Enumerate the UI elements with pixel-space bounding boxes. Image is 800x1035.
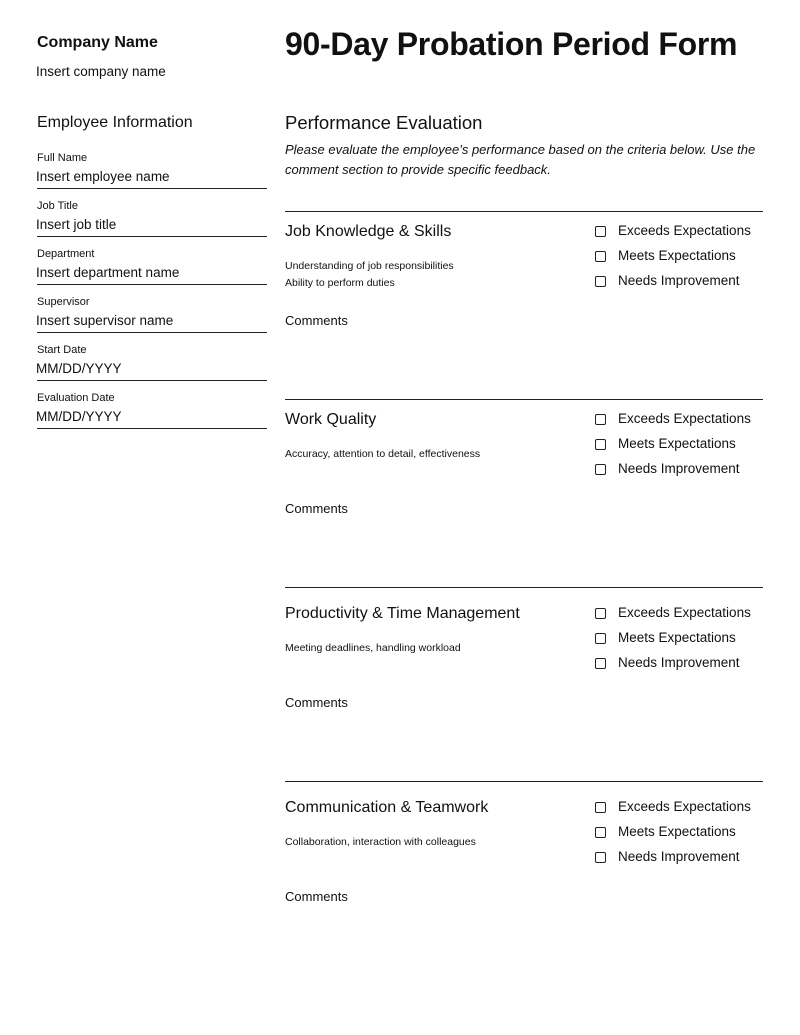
form-title: 90-Day Probation Period Form	[285, 26, 738, 62]
criterion-title: Work Quality	[285, 411, 377, 428]
company-name-label: Company Name	[37, 34, 158, 51]
rating-option-label: Exceeds Expectations	[618, 605, 751, 620]
evaluation-date-input[interactable]: MM/DD/YYYY	[36, 409, 122, 424]
start-date-field	[37, 344, 267, 381]
rating-option-label: Meets Expectations	[618, 248, 736, 263]
rating-meets-expectations[interactable]	[595, 630, 765, 650]
full-name-input[interactable]: Insert employee name	[36, 169, 170, 184]
start-date-input[interactable]: MM/DD/YYYY	[36, 361, 122, 376]
supervisor-label: Supervisor	[37, 296, 90, 308]
rating-needs-improvement[interactable]	[595, 461, 765, 481]
comments-label: Comments	[285, 313, 348, 328]
criterion-description	[285, 640, 461, 657]
rating-option-label: Needs Improvement	[618, 849, 740, 864]
rating-exceeds-expectations[interactable]	[595, 223, 765, 243]
checkbox[interactable]	[595, 608, 606, 619]
company-name-input[interactable]: Insert company name	[36, 64, 166, 79]
rating-needs-improvement[interactable]	[595, 655, 765, 675]
full-name-field	[37, 152, 267, 189]
department-field	[37, 248, 267, 285]
checkbox[interactable]	[595, 827, 606, 838]
rating-meets-expectations[interactable]	[595, 436, 765, 456]
criterion-title: Communication & Teamwork	[285, 799, 489, 816]
criterion-description-line: Accuracy, attention to detail, effectiveness	[285, 448, 481, 460]
start-date-label: Start Date	[37, 344, 87, 356]
criterion-title: Job Knowledge & Skills	[285, 223, 452, 240]
evaluation-date-field	[37, 392, 267, 429]
performance-evaluation-heading: Performance Evaluation	[285, 112, 483, 133]
supervisor-input[interactable]: Insert supervisor name	[36, 313, 174, 328]
checkbox[interactable]	[595, 658, 606, 669]
criterion-work-quality	[285, 399, 763, 588]
checkbox[interactable]	[595, 414, 606, 425]
checkbox[interactable]	[595, 802, 606, 813]
rating-exceeds-expectations[interactable]	[595, 411, 765, 431]
evaluation-date-label: Evaluation Date	[37, 392, 115, 404]
criterion-description	[285, 258, 454, 292]
criterion-description-line: Ability to perform duties	[285, 277, 395, 289]
comments-label: Comments	[285, 695, 348, 710]
rating-option-label: Meets Expectations	[618, 436, 736, 451]
rating-option-label: Meets Expectations	[618, 630, 736, 645]
rating-needs-improvement[interactable]	[595, 273, 765, 293]
rating-option-label: Exceeds Expectations	[618, 223, 751, 238]
job-title-label: Job Title	[37, 200, 78, 212]
supervisor-field	[37, 296, 267, 333]
checkbox[interactable]	[595, 464, 606, 475]
rating-needs-improvement[interactable]	[595, 849, 765, 869]
rating-meets-expectations[interactable]	[595, 824, 765, 844]
checkbox[interactable]	[595, 276, 606, 287]
criterion-description-line: Collaboration, interaction with colleagues	[285, 836, 476, 848]
department-label: Department	[37, 248, 95, 260]
criterion-description	[285, 446, 480, 463]
criterion-description-line: Meeting deadlines, handling workload	[285, 642, 461, 654]
rating-meets-expectations[interactable]	[595, 248, 765, 268]
checkbox[interactable]	[595, 852, 606, 863]
department-input[interactable]: Insert department name	[36, 265, 180, 280]
comments-label: Comments	[285, 501, 348, 516]
rating-option-label: Needs Improvement	[618, 655, 740, 670]
rating-option-label: Needs Improvement	[618, 461, 740, 476]
criterion-title: Productivity & Time Management	[285, 605, 520, 622]
checkbox[interactable]	[595, 251, 606, 262]
rating-option-label: Needs Improvement	[618, 273, 740, 288]
checkbox[interactable]	[595, 226, 606, 237]
criterion-communication	[285, 781, 763, 976]
criterion-description-line: Understanding of job responsibilities	[285, 260, 454, 272]
rating-option-label: Exceeds Expectations	[618, 411, 751, 426]
criterion-job-knowledge	[285, 211, 763, 400]
rating-exceeds-expectations[interactable]	[595, 605, 765, 625]
criterion-productivity	[285, 587, 763, 782]
checkbox[interactable]	[595, 633, 606, 644]
criterion-description	[285, 834, 476, 851]
rating-exceeds-expectations[interactable]	[595, 799, 765, 819]
comments-label: Comments	[285, 889, 348, 904]
checkbox[interactable]	[595, 439, 606, 450]
rating-option-label: Meets Expectations	[618, 824, 736, 839]
job-title-input[interactable]: Insert job title	[36, 217, 117, 232]
evaluation-instructions: Please evaluate the employee’s performance based on the criteria below. Use the comment section to provide specific feedback.	[285, 142, 756, 177]
full-name-label: Full Name	[37, 152, 88, 164]
rating-option-label: Exceeds Expectations	[618, 799, 751, 814]
employee-information-heading: Employee Information	[37, 114, 193, 131]
job-title-field	[37, 200, 267, 237]
